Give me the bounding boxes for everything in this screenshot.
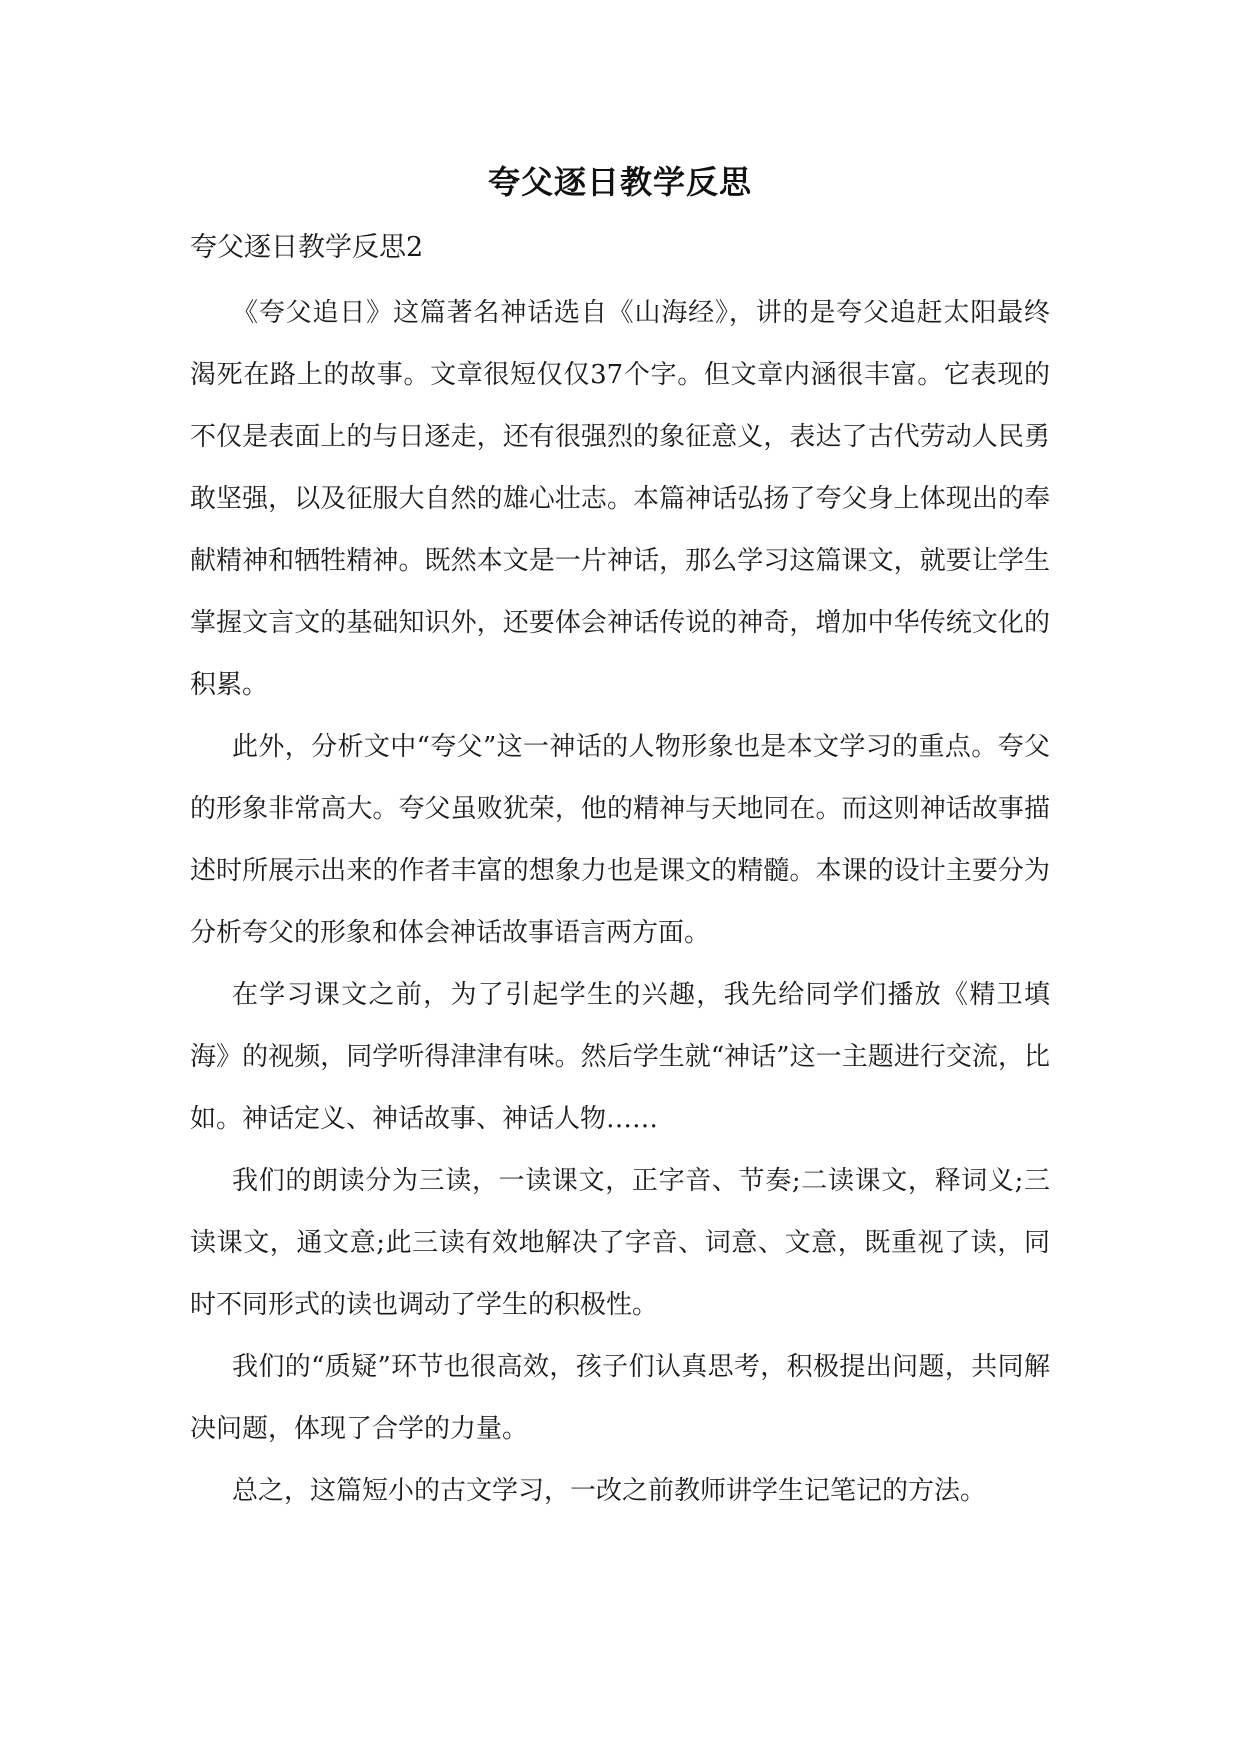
- document-subtitle: 夸父逐日教学反思2: [190, 232, 424, 263]
- document-body: [190, 282, 1050, 1522]
- document-title: 夸父逐日教学反思: [487, 163, 752, 201]
- paragraph: 我们的朗读分为三读，一读课文，正字音、节奏;二读课文，释词义;三读课文，通文意;此三读有效地解决了字音、词意、文意，既重视了读，同时不同形式的读也调动了学生的积极性。: [190, 1166, 1050, 1320]
- paragraph: 我们的“质疑”环节也很高效，孩子们认真思考，积极提出问题，共同解决问题，体现了合学的力量。: [190, 1352, 1050, 1444]
- paragraph: 总之，这篇短小的古文学习，一改之前教师讲学生记笔记的方法。: [232, 1476, 987, 1506]
- paragraph: 在学习课文之前，为了引起学生的兴趣，我先给同学们播放《精卫填海》的视频，同学听得津津有味。然后学生就“神话”这一主题进行交流，比如。神话定义、神话故事、神话人物……: [190, 980, 1050, 1134]
- paragraph: 此外，分析文中“夸父”这一神话的人物形象也是本文学习的重点。夸父的形象非常高大。夸父虽败犹荣，他的精神与天地同在。而这则神话故事描述时所展示出来的作者丰富的想象力也是课文的精髓。本课的设计主要分为分析夸父的形象和体会神话故事语言两方面。: [190, 732, 1050, 948]
- paragraph: 《夸父追日》这篇著名神话选自《山海经》，讲的是夸父追赶太阳最终渴死在路上的故事。文章很短仅仅37个字。但文章内涵很丰富。它表现的不仅是表面上的与日逐走，还有很强烈的象征意义，表达了古代劳动人民勇敢坚强，以及征服大自然的雄心壮志。本篇神话弘扬了夸父身上体现出的奉献精神和牺牲精神。既然本文是一片神话，那么学习这篇课文，就要让学生掌握文言文的基础知识外，还要体会神话传说的神奇，增加中华传统文化的积累。: [190, 298, 1050, 700]
